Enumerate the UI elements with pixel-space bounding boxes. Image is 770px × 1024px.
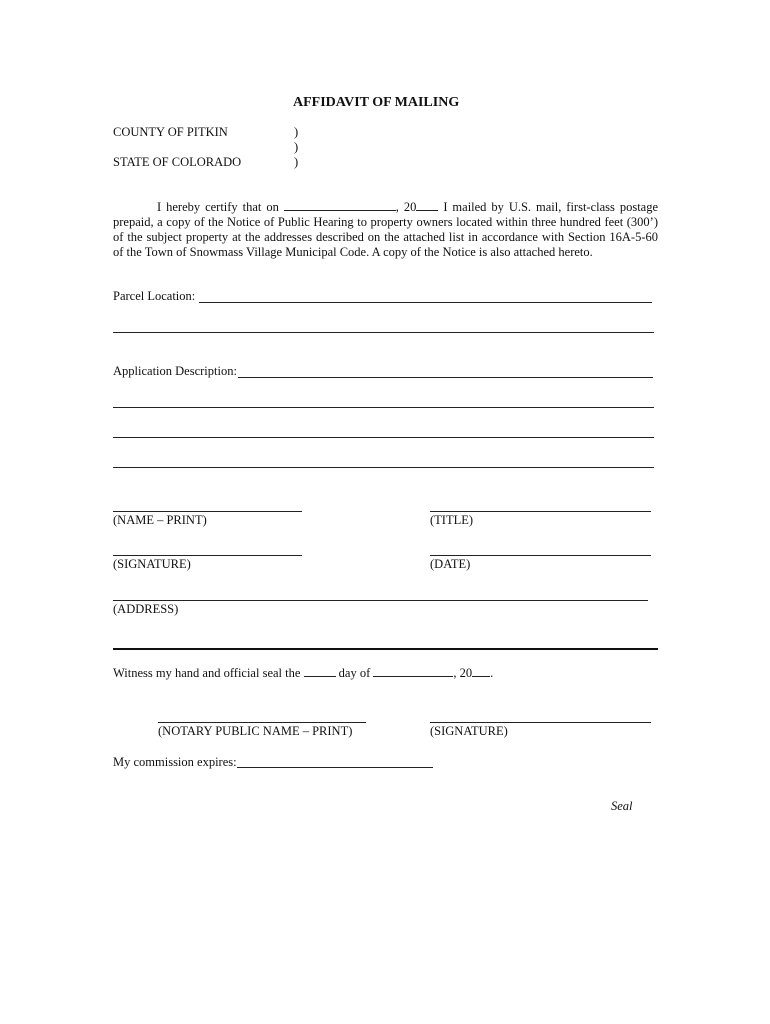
title-label: (TITLE) (430, 513, 474, 527)
parcel-location-label: Parcel Location: (113, 289, 196, 303)
witness-text-1: Witness my hand and official seal the (113, 666, 301, 680)
signature-label: (SIGNATURE) (113, 557, 191, 571)
parcel-location-line[interactable] (199, 302, 652, 303)
date-line[interactable] (430, 555, 651, 556)
mailing-year-blank[interactable] (416, 199, 438, 211)
witness-month-blank[interactable] (373, 665, 453, 677)
address-label: (ADDRESS) (113, 602, 179, 616)
notary-name-label: (NOTARY PUBLIC NAME – PRINT) (158, 724, 353, 738)
commission-line[interactable] (237, 767, 433, 768)
commission-label: My commission expires: (113, 755, 237, 769)
date-label: (DATE) (430, 557, 471, 571)
witness-statement (113, 665, 493, 681)
application-description-line-4[interactable] (113, 467, 654, 468)
venue-paren-3: ) (294, 155, 299, 169)
name-print-line[interactable] (113, 511, 302, 512)
application-description-line-3[interactable] (113, 437, 654, 438)
notary-name-line[interactable] (158, 722, 366, 723)
notary-signature-line[interactable] (430, 722, 651, 723)
application-description-label: Application Description: (113, 364, 237, 378)
document-title: AFFIDAVIT OF MAILING (293, 95, 460, 110)
section-divider (113, 648, 658, 650)
title-line[interactable] (430, 511, 651, 512)
application-description-line[interactable] (238, 377, 653, 378)
application-description-line-2[interactable] (113, 407, 654, 408)
witness-day-blank[interactable] (304, 665, 336, 677)
state-label: STATE OF COLORADO (113, 155, 242, 169)
witness-year-blank[interactable] (472, 665, 490, 677)
notary-signature-label: (SIGNATURE) (430, 724, 508, 738)
parcel-location-line-2[interactable] (113, 332, 654, 333)
witness-text-3: , 20 (453, 666, 473, 680)
venue-paren-2: ) (294, 140, 299, 154)
mailing-date-blank[interactable] (284, 199, 396, 211)
county-label: COUNTY OF PITKIN (113, 125, 228, 139)
witness-text-4: . (490, 666, 494, 680)
seal-label: Seal (611, 799, 633, 813)
name-print-label: (NAME – PRINT) (113, 513, 207, 527)
venue-paren-1: ) (294, 125, 299, 139)
signature-line[interactable] (113, 555, 302, 556)
certification-text-2: , 20 (395, 200, 417, 214)
certification-paragraph (113, 199, 658, 260)
witness-text-2: day of (338, 666, 371, 680)
address-line[interactable] (113, 600, 648, 601)
certification-text-1: I hereby certify that on (157, 200, 279, 214)
certification-text-3: I mailed by U.S. mail, first-class postage prepaid, a copy of the Notice of Public Hearing to property owners located within three hundred feet (300’) of the subject property at the addresses described on the attached list in accordance with Section 16A-5-60 of the Town of Snowmass Village Municipal Code. A copy of the Notice is also attached hereto. (113, 200, 659, 259)
